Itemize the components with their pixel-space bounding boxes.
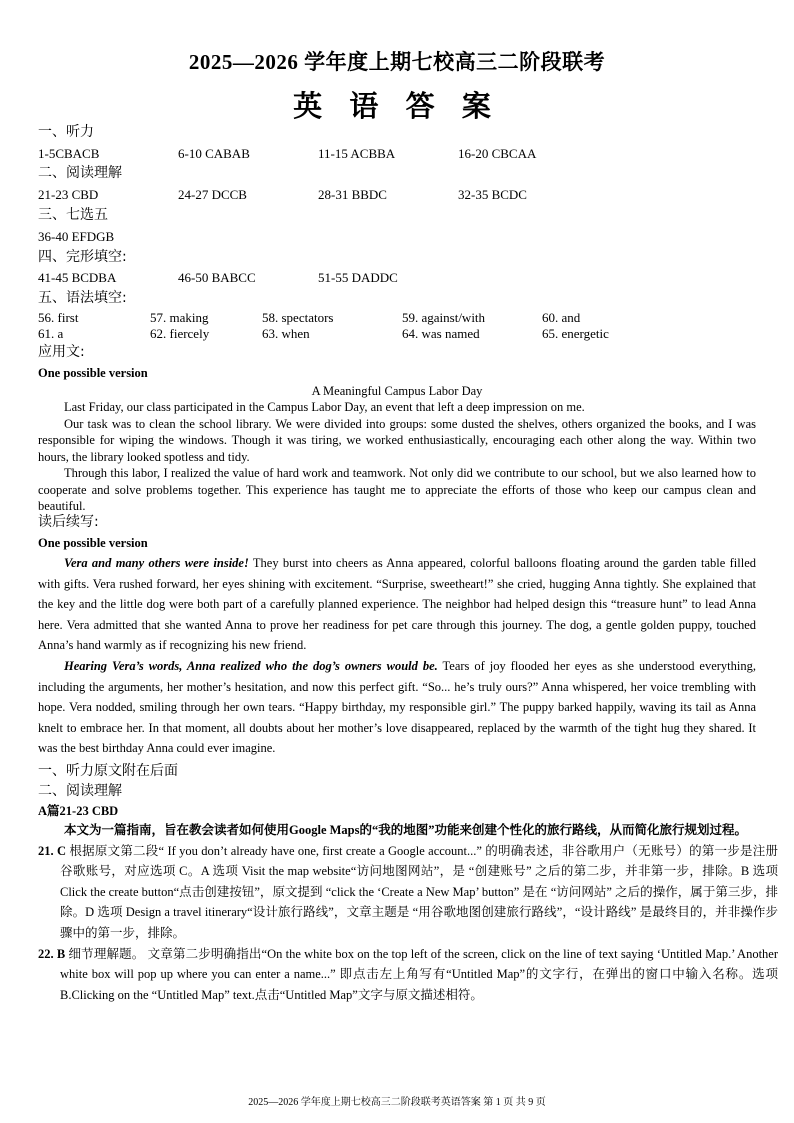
answer-group: 28-31 BBDC [318,187,387,202]
answer-group: 36-40 EFDGB [38,229,115,244]
version-label: One possible version [38,536,148,550]
answer-group: 46-50 BABCC [178,270,256,285]
continuation-body [38,553,756,759]
listening-script-heading: 一、听力原文附在后面 [38,763,178,779]
cloze-answers [38,270,756,286]
question-number: 22. B [38,946,66,961]
answer-group: 1-5CBACB [38,146,100,161]
essay-title: A Meaningful Campus Labor Day [311,384,483,398]
essay-paragraph: Last Friday, our class participated in the Campus Labor Day, an event that left a deep impression on me. [64,400,585,414]
continuation-paragraph [38,553,756,656]
answer-title: 英 语 答 案 [293,91,501,123]
answer-item: 61. a [38,326,64,341]
answer-item: 58. spectators [262,310,334,325]
answer-item: 59. against/with [402,310,486,325]
page-footer: 2025—2026 学年度上期七校高三二阶段联考英语答案 第 1 页 共 9 页 [248,1097,546,1108]
version-label: One possible version [38,366,148,380]
answer-group: 16-20 CBCAA [458,146,537,161]
question-number: 21. C [38,843,67,858]
continuation-paragraph [38,656,756,759]
passage-label: A篇21-23 CBD [38,804,119,818]
answer-group: 11-15 ACBBA [318,146,396,161]
answer-item: 57. making [150,310,209,325]
essay-paragraph: Through this labor, I realized the value of hard work and teamwork. Not only did we contribute to our school, but we also learned how to cooperate and solve problems together. This experience has taught me to appreciate the efforts of those who keep our campus clean and beautiful. [38,466,756,513]
answer-item: 62. fiercely [150,326,210,341]
grammar-answers-row [38,310,756,326]
answer-group: 21-23 CBD [38,187,99,202]
answer-item: 63. when [262,326,310,341]
reading-heading: 二、阅读理解 [38,165,122,181]
answer-group: 6-10 CABAB [178,146,250,161]
seven-answers [38,229,756,245]
passage-summary: 本文为一篇指南，旨在教会读者如何使用Google Maps的“我的地图”功能来创建个性化的旅行路线，从而简化旅行规划过程。 [64,823,747,837]
answer-item: 64. was named [402,326,480,341]
answer-item: 56. first [38,310,79,325]
explanation-body [38,820,778,1005]
paragraph-text: Tears of joy flooded her eyes as she understood everything, including the arguments, her mother’s hesitation, and now this perfect gift. “So... he’s truly ours?” Anna whispered, her voice trembling with hope. Vera nodded, smiling through her own tears. “Happy birthday, my responsible girl.” The puppy barked happily, waving its tail as Anna knelt to embrace her. In that moment, all doubts about her mother’s love disappeared, replaced by the warmth of the tight hug they shared. It was the best birthday Anna could ever imagine. [38,658,756,756]
answer-group: 32-35 BCDC [458,187,527,202]
answer-item: 60. and [542,310,581,325]
applied-writing-heading: 应用文: [38,344,85,360]
explanation-text: 根据原文第二段“ If you don’t already have one, first create a Google account...” 的明确表述，非谷歌用户（无账号）的第一步是注册谷歌账号，对应选项 C。A 选项 Visit the map website“访问地图网站”，是 “创建账号” 之后的第二步，并非第一步，排除。B 选项 Click the create button“点击创建按钮”，原文提到 “click the ‘Create a New Map’ button” 是在 “访问网站” 之后的操作，属于第三步，排除。D 选项 Design a travel itinerary“设计旅行路线”，文章主题是 “用谷歌地图创建旅行路线”，“设计路线” 是最终目的，并非操作步骤中的第一步，排除。 [60,843,778,940]
cloze-heading: 四、完形填空: [38,249,127,265]
question-explanation [38,841,778,944]
exam-title: 2025—2026 学年度上期七校高三二阶段联考 [188,50,606,74]
answer-group: 24-27 DCCB [178,187,247,202]
listening-answers [38,146,756,162]
continuation-heading: 读后续写: [38,514,99,530]
paragraph-lead: Hearing Vera’s words, Anna realized who the dog’s owners would be. [64,658,438,673]
answer-group: 51-55 DADDC [318,270,398,285]
listening-heading: 一、听力 [38,124,94,140]
paragraph-lead: Vera and many others were inside! [64,556,249,570]
grammar-answers-row [38,326,756,342]
explanation-text: 细节理解题。 文章第二步明确指出“On the white box on the top left of the screen, click on the line of text saying ‘Untitled Map.’ Another white box will pop up where you can enter a name...” 即点击左上角写有“Untitled Map”的文字行，在弹出的窗口中输入名称。选项 B.Clicking on the “Untitled Map” text.点击“Untitled Map”文字与原文描述相符。 [60,946,778,1002]
essay-paragraph: Our task was to clean the school library. We were divided into groups: some dusted the shelves, others organized the books, and I was responsible for wiping the windows. Though it was tiring, we worked enthusiastically, encouraging each other along the way. Within two hours, the library looked spotless and tidy. [38,416,756,464]
reading-explain-heading: 二、阅读理解 [38,783,122,799]
question-explanation [38,944,778,1006]
reading-answers [38,187,756,203]
essay-body [38,399,756,515]
answer-item: 65. energetic [542,326,609,341]
seven-heading: 三、七选五 [38,207,108,223]
answer-group: 41-45 BCDBA [38,270,117,285]
paragraph-text: They burst into cheers as Anna appeared, colorful balloons floating around the garden table filled with gifts. Vera rushed forward, her eyes shining with excitement. “Surprise, sweetheart!” she cried, hugging Anna tightly. She explained that the key and the little dog were both part of a carefully planned experience. The neighbor had helped design this “treasure hunt” to lead Anna here. Vera admitted that she wanted Anna to prove her readiness for pet care through this journey. The dog, a gentle golden puppy, touched Anna’s hand warmly as if recognizing his new friend. [38,556,756,653]
grammar-heading: 五、语法填空: [38,290,127,306]
